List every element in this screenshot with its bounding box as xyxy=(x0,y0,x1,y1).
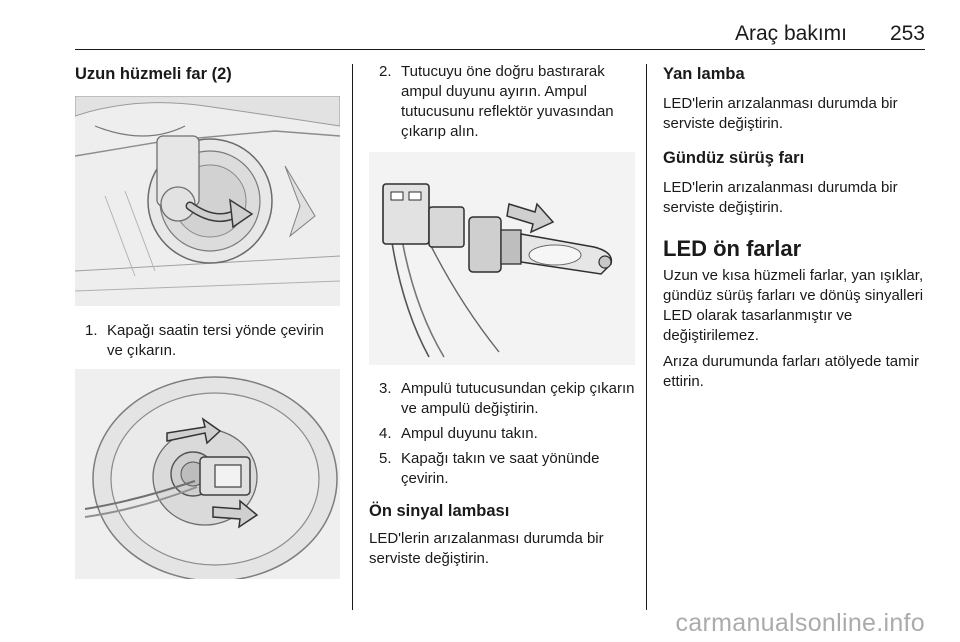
step-5: 5. Kapağı takın ve saat yönünde çevirin. xyxy=(379,450,600,487)
steps-list xyxy=(85,321,340,361)
side-light-text: LED'lerin arızalanması durumda bir serviste değiştirin. xyxy=(663,95,898,132)
column-2 xyxy=(369,62,635,569)
steps-list xyxy=(379,62,635,142)
heading-daytime-running-light: Gündüz sürüş farı xyxy=(663,149,805,167)
headlamp-cover-drawing xyxy=(75,96,340,306)
column-divider xyxy=(352,64,353,610)
heading-led-headlights: LED ön farlar xyxy=(663,236,802,261)
heading-front-indicator: Ön sinyal lambası xyxy=(369,502,510,520)
illustration-headlamp-cover xyxy=(75,96,340,306)
watermark: carmanualsonline.info xyxy=(675,609,925,637)
step-3: 3. Ampulü tutucusundan çekip çıkarın ve ampulü değiştirin. xyxy=(379,380,635,417)
front-indicator-text: LED'lerin arızalanması durumda bir serviste değiştirin. xyxy=(369,530,604,567)
led-headlights-text: Uzun ve kısa hüzmeli farlar, yan ışıklar, gündüz sürüş farları ve dönüş sinyalleri LED olarak tasarlanmıştır ve değiştirilemez. xyxy=(663,267,924,344)
bulb-removal-drawing xyxy=(369,152,635,365)
column-1 xyxy=(75,62,340,579)
led-repair-text: Arıza durumunda farları atölyede tamir ettirin. xyxy=(663,353,919,390)
section-title: Araç bakımı xyxy=(734,22,847,45)
steps-list xyxy=(379,379,635,489)
step-1: 1. Kapağı saatin tersi yönde çevirin ve çıkarın. xyxy=(85,322,324,359)
heading-side-light: Yan lamba xyxy=(663,65,745,83)
heading-high-beam: Uzun hüzmeli far (2) xyxy=(75,65,232,83)
step-2: 2. Tutucuyu öne doğru bastırarak ampul duyunu ayırın. Ampul tutucusunu reflektör yuvasından çıkarıp alın. xyxy=(379,63,614,140)
illustration-bulb-holder xyxy=(75,369,340,579)
column-divider xyxy=(646,64,647,610)
page-header xyxy=(75,0,925,50)
daytime-running-light-text: LED'lerin arızalanması durumda bir serviste değiştirin. xyxy=(663,179,898,216)
page-number: 253 xyxy=(889,22,925,45)
column-3 xyxy=(663,62,925,392)
bulb-holder-drawing xyxy=(75,369,340,579)
illustration-bulb-removal xyxy=(369,152,635,365)
step-4: 4. Ampul duyunu takın. xyxy=(379,425,538,442)
